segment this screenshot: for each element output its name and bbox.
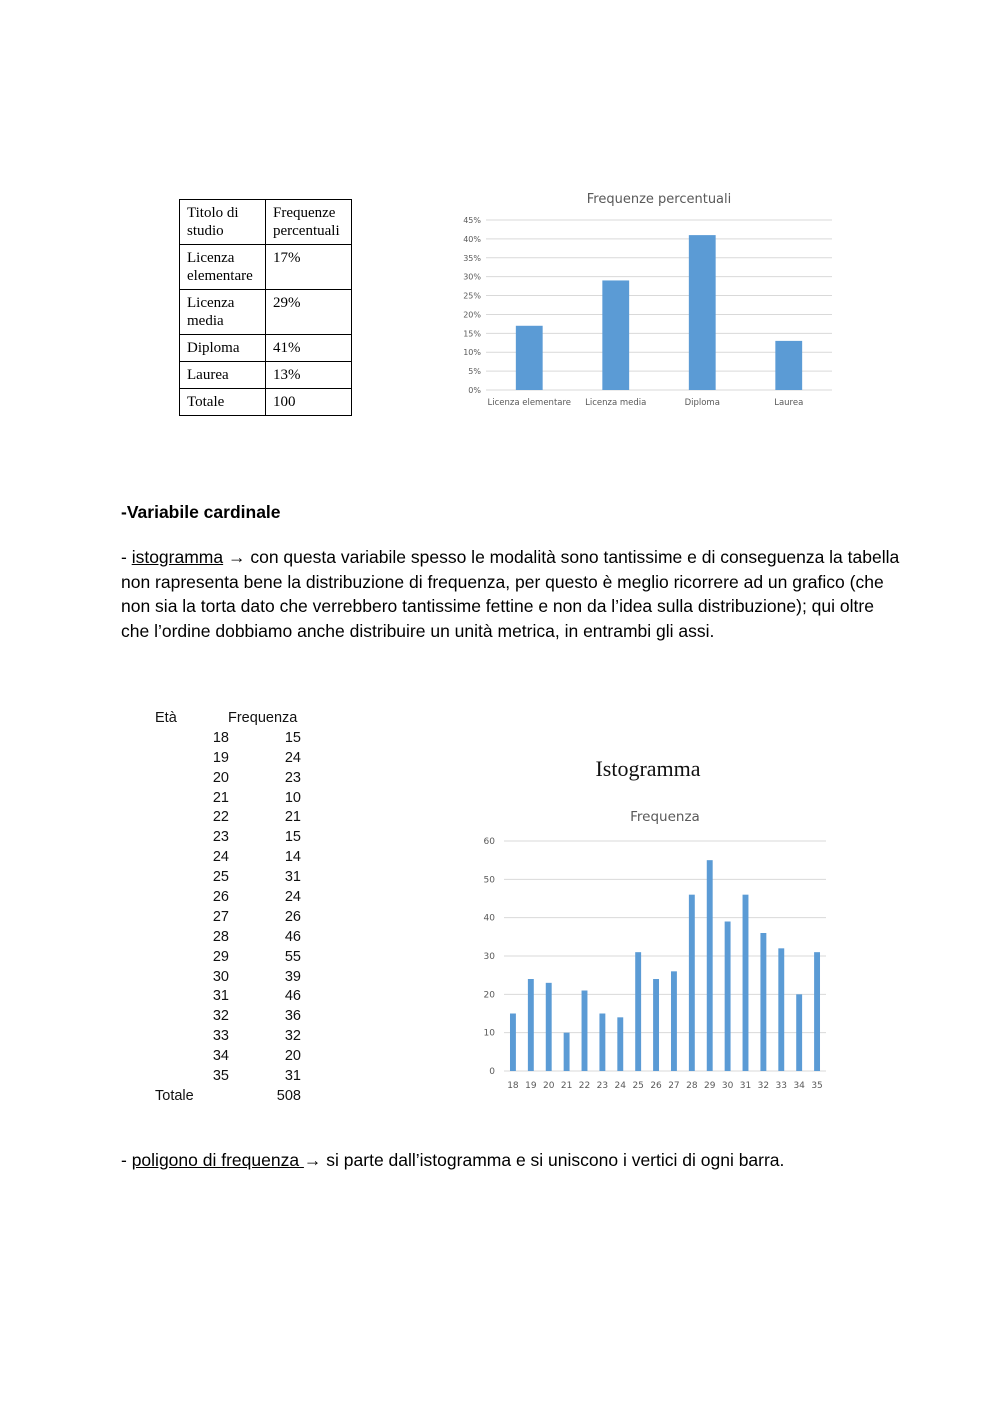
frequency-cell: 20 bbox=[284, 1048, 301, 1065]
age-cell: 32 bbox=[212, 1008, 229, 1025]
total-label: Totale bbox=[155, 1087, 194, 1104]
x-tick-label: 22 bbox=[578, 1081, 591, 1091]
age-cell: 24 bbox=[212, 849, 229, 866]
frequency-cell: 36 bbox=[284, 1008, 301, 1025]
age-cell: 35 bbox=[212, 1068, 229, 1085]
y-tick-label: 30 bbox=[483, 952, 495, 962]
table-row bbox=[155, 769, 305, 789]
table-header-cell: Frequenze percentuali bbox=[266, 200, 352, 245]
table-row bbox=[155, 928, 305, 948]
table-row bbox=[155, 968, 305, 988]
x-tick-label: 18 bbox=[507, 1081, 519, 1091]
x-tick-label: Laurea bbox=[774, 398, 804, 408]
x-tick-label: 34 bbox=[793, 1081, 805, 1091]
bar bbox=[599, 1014, 605, 1072]
table-row bbox=[155, 1027, 305, 1047]
frequency-cell: 21 bbox=[284, 809, 301, 826]
table-row bbox=[155, 828, 305, 848]
age-frequency-table bbox=[155, 709, 305, 1107]
y-tick-label: 50 bbox=[483, 875, 495, 886]
y-tick-label: 35% bbox=[463, 253, 481, 263]
age-cell: 27 bbox=[212, 908, 229, 925]
y-tick-label: 5% bbox=[468, 367, 481, 377]
table-row bbox=[155, 848, 305, 868]
x-tick-label: 35 bbox=[811, 1081, 823, 1091]
table-row bbox=[155, 1067, 305, 1087]
frequency-cell: 26 bbox=[284, 908, 301, 925]
y-tick-label: 60 bbox=[483, 837, 495, 847]
y-tick-label: 40% bbox=[463, 234, 481, 244]
frequency-column-header: Frequenza bbox=[228, 710, 298, 726]
age-cell: 25 bbox=[212, 869, 229, 886]
y-tick-label: 30% bbox=[463, 272, 481, 282]
table-row bbox=[180, 245, 352, 290]
bar bbox=[814, 952, 820, 1071]
age-cell: 21 bbox=[212, 789, 229, 806]
table-row bbox=[155, 749, 305, 769]
table-row bbox=[155, 908, 305, 928]
bar bbox=[564, 1033, 570, 1071]
histogram-heading: Istogramma bbox=[595, 756, 701, 781]
y-tick-label: 0% bbox=[468, 386, 481, 395]
percent-frequency-bar-chart bbox=[440, 182, 840, 417]
x-tick-label: 19 bbox=[525, 1081, 537, 1091]
age-cell: 30 bbox=[212, 968, 229, 985]
table-row bbox=[180, 290, 352, 335]
table-cell: Laurea bbox=[180, 362, 266, 389]
table-row bbox=[155, 789, 305, 809]
bar bbox=[582, 991, 588, 1072]
table-row bbox=[155, 729, 305, 749]
bar bbox=[546, 983, 552, 1071]
table-row bbox=[155, 987, 305, 1007]
x-tick-label: Diploma bbox=[684, 398, 720, 408]
frequency-cell: 31 bbox=[284, 1068, 301, 1085]
bar bbox=[778, 948, 784, 1071]
x-tick-label: 32 bbox=[757, 1081, 770, 1091]
y-tick-label: 40 bbox=[483, 913, 495, 924]
frequency-cell: 24 bbox=[284, 889, 301, 906]
frequency-cell: 39 bbox=[284, 968, 301, 985]
bar bbox=[516, 326, 543, 390]
y-tick-label: 45% bbox=[463, 216, 481, 225]
polygon-paragraph bbox=[121, 1148, 901, 1172]
frequency-cell: 55 bbox=[284, 948, 301, 965]
x-tick-label: 27 bbox=[668, 1081, 680, 1091]
y-tick-label: 10% bbox=[463, 348, 481, 358]
bar bbox=[707, 860, 713, 1071]
table-cell: 17% bbox=[266, 245, 352, 290]
age-cell: 23 bbox=[212, 829, 229, 846]
table-total-row bbox=[155, 1087, 305, 1107]
histogram-description: → con questa variabile spesso le modalità sono tantissime e di conseguenza la tabella non rapresenta bene la distribuzione di frequenza, per questo è meglio ricorrere ad un grafico (che non sia la torta dato che verrebbero tantissime fettine e non da l’idea sulla distribuzione); qui oltre che l’ordine dobbiamo anche distribuire un unità metrica, in entrambi gli assi. bbox=[121, 547, 900, 641]
frequency-cell: 15 bbox=[284, 829, 301, 846]
chart-title: Frequenza bbox=[630, 809, 700, 825]
bar bbox=[743, 895, 749, 1071]
age-cell: 22 bbox=[212, 809, 229, 826]
histogram-paragraph bbox=[121, 545, 901, 643]
table-row bbox=[155, 1007, 305, 1027]
age-column-header: Età bbox=[155, 710, 177, 726]
x-tick-label: 26 bbox=[650, 1081, 662, 1091]
table-body bbox=[155, 729, 305, 1087]
table-row bbox=[155, 808, 305, 828]
y-tick-label: 10 bbox=[483, 1028, 495, 1039]
education-frequency-table bbox=[179, 199, 352, 416]
bar bbox=[510, 1014, 516, 1072]
age-cell: 26 bbox=[212, 889, 229, 906]
age-cell: 31 bbox=[212, 988, 229, 1005]
x-tick-label: 29 bbox=[703, 1081, 716, 1091]
frequency-cell: 31 bbox=[284, 869, 301, 886]
y-tick-label: 0 bbox=[489, 1067, 495, 1077]
bar bbox=[635, 952, 641, 1071]
frequency-cell: 32 bbox=[284, 1028, 301, 1045]
bar bbox=[653, 979, 659, 1071]
table-header-row bbox=[180, 200, 352, 245]
frequency-cell: 10 bbox=[284, 789, 301, 806]
table-cell: Licenza media bbox=[180, 290, 266, 335]
table-row bbox=[180, 362, 352, 389]
table-header-row bbox=[155, 709, 305, 729]
y-tick-label: 15% bbox=[463, 329, 481, 339]
age-cell: 18 bbox=[212, 729, 229, 746]
frequency-cell: 15 bbox=[284, 729, 301, 746]
x-tick-label: Licenza elementare bbox=[487, 398, 572, 408]
frequency-cell: 46 bbox=[284, 988, 301, 1005]
x-tick-label: 24 bbox=[614, 1081, 627, 1091]
table-row bbox=[155, 1047, 305, 1067]
table-row bbox=[180, 389, 352, 416]
histogram-term: istogramma bbox=[131, 547, 224, 567]
table-cell: 41% bbox=[266, 335, 352, 362]
bar bbox=[528, 979, 534, 1071]
age-cell: 29 bbox=[212, 948, 229, 965]
table-row bbox=[180, 335, 352, 362]
bar bbox=[725, 922, 731, 1072]
table-cell: 29% bbox=[266, 290, 352, 335]
table-cell: Totale bbox=[180, 389, 266, 416]
bullet-prefix: - bbox=[121, 1150, 132, 1170]
bar bbox=[760, 933, 766, 1071]
table-cell: Diploma bbox=[180, 335, 266, 362]
table-cell: 13% bbox=[266, 362, 352, 389]
x-tick-label: 23 bbox=[596, 1081, 609, 1091]
x-tick-label: 33 bbox=[775, 1081, 788, 1091]
frequency-cell: 46 bbox=[284, 928, 301, 945]
table-row bbox=[155, 868, 305, 888]
y-tick-label: 25% bbox=[463, 291, 481, 301]
bar bbox=[671, 971, 677, 1071]
table-row bbox=[155, 948, 305, 968]
age-histogram-chart bbox=[470, 800, 840, 1100]
x-tick-label: 25 bbox=[632, 1081, 644, 1091]
table-cell: 100 bbox=[266, 389, 352, 416]
section-heading: -Variabile cardinale bbox=[121, 502, 281, 522]
x-tick-label: 20 bbox=[542, 1081, 555, 1091]
y-tick-label: 20% bbox=[463, 310, 481, 320]
x-tick-label: 31 bbox=[739, 1081, 752, 1091]
bar bbox=[602, 280, 629, 390]
polygon-description: → si parte dall’istogramma e si uniscono i vertici di ogni barra. bbox=[303, 1150, 785, 1170]
age-cell: 20 bbox=[212, 769, 229, 786]
age-cell: 34 bbox=[212, 1048, 229, 1065]
age-cell: 28 bbox=[212, 928, 229, 945]
age-cell: 33 bbox=[212, 1028, 229, 1045]
x-tick-label: 30 bbox=[721, 1081, 734, 1091]
bar bbox=[775, 341, 802, 390]
age-cell: 19 bbox=[212, 749, 229, 766]
frequency-cell: 23 bbox=[284, 769, 301, 786]
table-cell: Licenza elementare bbox=[180, 245, 266, 290]
bar bbox=[689, 895, 695, 1071]
bar bbox=[617, 1017, 623, 1071]
table-header-cell: Titolo di studio bbox=[180, 200, 266, 245]
frequency-cell: 14 bbox=[284, 849, 301, 866]
total-value: 508 bbox=[276, 1087, 301, 1104]
bar bbox=[689, 235, 716, 390]
x-tick-label: Licenza media bbox=[585, 398, 647, 408]
chart-title: Frequenze percentuali bbox=[586, 192, 732, 207]
bar bbox=[796, 994, 802, 1071]
x-tick-label: 28 bbox=[686, 1081, 698, 1091]
polygon-term: poligono di frequenza bbox=[131, 1150, 304, 1170]
frequency-cell: 24 bbox=[284, 749, 301, 766]
x-tick-label: 21 bbox=[560, 1081, 573, 1091]
y-tick-label: 20 bbox=[483, 990, 495, 1001]
table-row bbox=[155, 888, 305, 908]
bullet-prefix: - bbox=[121, 547, 132, 567]
